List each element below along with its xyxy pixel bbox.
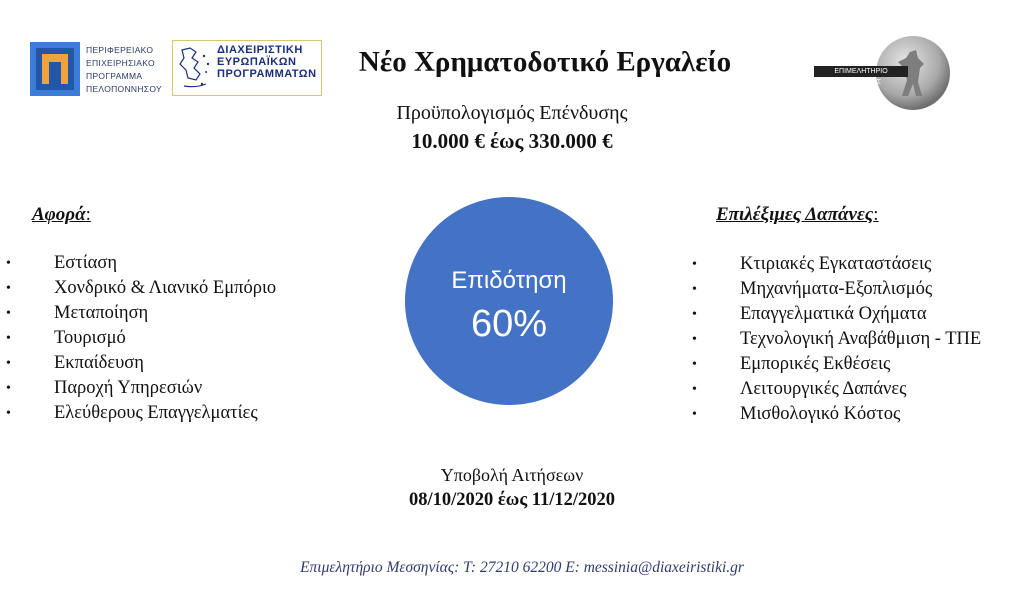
program-logo-line: ΠΕΛΟΠΟΝΝΗΣΟΥ: [86, 84, 162, 94]
bullet-icon: •: [692, 407, 697, 422]
bullet-icon: •: [692, 307, 697, 322]
expenses-heading-text: Επιλέξιμες Δαπάνες: [716, 204, 874, 225]
chamber-logo-band: ΕΠΙΜΕΛΗΤΗΡΙΟ ΜΕΣΣΗΝΙΑΣ: [814, 66, 908, 77]
concerns-heading-text: Αφορά: [32, 204, 86, 225]
program-logo-line: ΕΠΙΧΕΙΡΗΣΙΑΚΟ: [86, 58, 155, 68]
contact-footer: Επιμελητήριο Μεσσηνίας: Τ: 27210 62200 Ε: messinia@diaxeiristiki.gr: [300, 559, 744, 576]
bullet-icon: •: [6, 356, 11, 371]
authority-logo-line: ΕΥΡΩΠΑΪΚΩΝ: [217, 56, 297, 68]
concerns-heading: Αφορά:: [32, 204, 91, 225]
bullet-icon: •: [6, 331, 11, 346]
bullet-icon: •: [692, 357, 697, 372]
subsidy-percent: 60%: [470, 303, 548, 345]
budget-range: 10.000 € έως 330.000 €: [411, 129, 613, 153]
bullet-icon: •: [6, 406, 11, 421]
page-title: Νέο Χρηματοδοτικό Εργαλείο: [358, 46, 732, 78]
expenses-heading: Επιλέξιμες Δαπάνες:: [716, 204, 879, 225]
bullet-icon: •: [692, 282, 697, 297]
bullet-icon: •: [692, 382, 697, 397]
bullet-icon: •: [6, 281, 11, 296]
authority-logo-line: ΔΙΑΧΕΙΡΙΣΤΙΚΗ: [217, 44, 303, 56]
bullet-icon: •: [692, 257, 697, 272]
bullet-icon: •: [6, 256, 11, 271]
program-logo-line: ΠΡΟΓΡΑΜΜΑ: [86, 71, 143, 81]
bullet-icon: •: [6, 306, 11, 321]
submission-label: Υποβολή Αιτήσεων: [440, 465, 584, 485]
budget-label: Προϋπολογισμός Επένδυσης: [396, 102, 628, 124]
subsidy-label: Επιδότηση: [451, 267, 567, 294]
authority-logo-line: ΠΡΟΓΡΑΜΜΑΤΩΝ: [217, 68, 317, 80]
subsidy-circle: [405, 197, 613, 405]
bullet-icon: •: [6, 381, 11, 396]
program-logo-line: ΠΕΡΙΦΕΡΕΙΑΚΟ: [86, 45, 154, 55]
bullet-icon: •: [692, 332, 697, 347]
submission-dates: 08/10/2020 έως 11/12/2020: [408, 490, 616, 510]
